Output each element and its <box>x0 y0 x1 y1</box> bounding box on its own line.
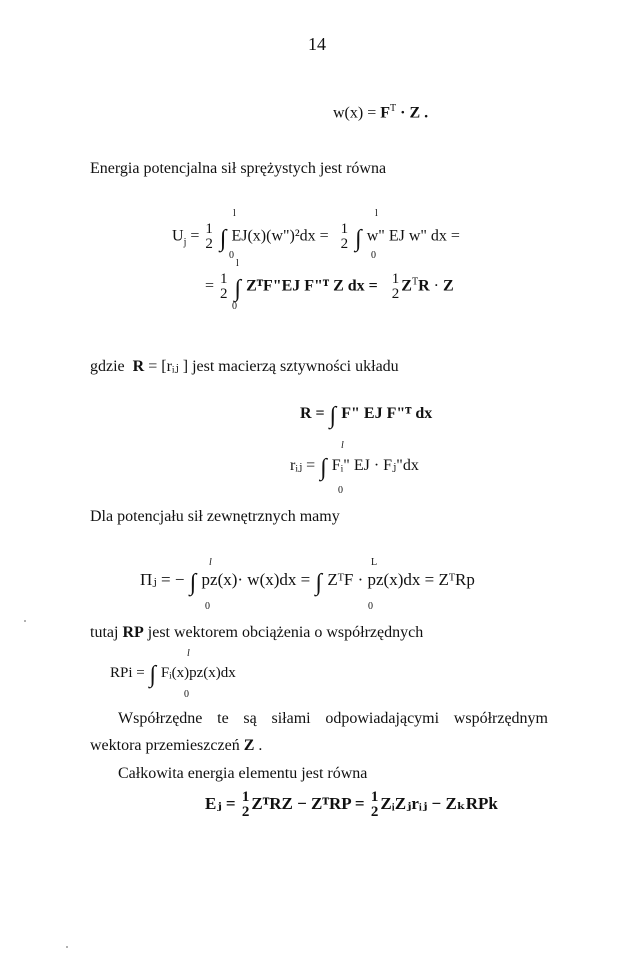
integral-upper-limit: l <box>233 208 236 219</box>
eq-w-F: F <box>380 104 391 122</box>
frac-den: 2 <box>370 804 379 820</box>
integral-sign: ∫ <box>320 455 327 481</box>
integral-sign: ∫ <box>355 225 362 252</box>
eq-uj-eq: = <box>190 227 200 245</box>
frac-num: 1 <box>391 271 400 287</box>
eq-pi-lhs: Πⱼ = − <box>140 570 185 589</box>
fraction-half-2 <box>341 222 349 252</box>
eq-rij-integrand: Fᵢ" EJ · Fⱼ"dx <box>331 457 419 474</box>
integral-lower-limit: 0 <box>371 250 376 261</box>
eq-uj-integrand3: ZᵀF"EJ F"ᵀ Z dx = <box>246 277 378 295</box>
frac-den: 2 <box>340 236 349 252</box>
eq-w-lhs: w(x) = <box>333 104 381 122</box>
p4-Rp: RP <box>122 624 144 641</box>
fraction-half-5 <box>242 790 250 820</box>
eq-uj-Z2: Z <box>442 277 454 295</box>
eq-e-part1: ZᵀRZ − ZᵀRP = <box>251 793 365 813</box>
p4-tutaj: tutaj <box>90 624 119 641</box>
frac-num: 1 <box>205 221 213 237</box>
eq-uj-eq2: = <box>205 277 215 295</box>
equation-R <box>300 403 432 430</box>
integral-sign: ∫ <box>219 225 227 252</box>
p6-end: . <box>254 737 263 754</box>
integral-sign: ∫ <box>329 403 337 429</box>
integral-upper-limit: l <box>375 208 378 219</box>
frac-num: 1 <box>370 789 379 805</box>
paragraph-load-vector <box>90 624 423 642</box>
eq-uj-j: j <box>183 236 187 248</box>
frac-num: 1 <box>241 789 250 805</box>
eq-e-lhs: Eⱼ = <box>205 793 236 813</box>
eq-uj-dot: · <box>433 277 439 295</box>
integral-sign: ∫ <box>189 570 197 596</box>
fraction-half-1 <box>205 222 213 252</box>
paragraph-stiffness-matrix <box>90 356 399 376</box>
eq-pi-part2: ZᵀF · pz(x)dx = ZᵀRp <box>327 570 475 589</box>
frac-den: 2 <box>205 236 213 252</box>
eq-uj-integrand1: EJ(x)(w")²dx = <box>231 227 329 245</box>
eq-e-part2: ZᵢZⱼrᵢⱼ − ZₖRPk <box>380 793 498 813</box>
paragraph-external-forces: Dla potencjału sił zewnętrznych mamy <box>90 508 340 525</box>
fraction-half-6 <box>371 790 379 820</box>
integral-upper-limit: L <box>371 557 378 568</box>
eq-R-lhs: R = <box>300 405 325 422</box>
eq-uj-U: U <box>172 227 184 245</box>
integral-upper-limit: l <box>187 648 190 659</box>
integral-lower-limit: 0 <box>368 601 373 612</box>
p6-Z: Z <box>243 737 255 754</box>
paragraph-total-energy: Całkowita energia elementu jest równa <box>118 765 368 782</box>
p6-text: wektora przemieszczeń <box>90 737 240 754</box>
eq-uj-T: T <box>411 276 419 288</box>
p4-rest: jest wektorem obciążenia o współrzędnych <box>143 624 424 641</box>
integral-limit: l <box>341 440 344 451</box>
integral-lower-limit: 0 <box>338 485 343 496</box>
eq-rpi-integrand: Fᵢ(x)pz(x)dx <box>160 665 236 681</box>
eq-rij-lhs: rᵢⱼ = <box>290 457 316 474</box>
eq-w-T: T <box>390 103 397 114</box>
frac-den: 2 <box>391 286 400 302</box>
scan-speck <box>66 946 68 948</box>
equation-Ej <box>205 790 498 820</box>
eq-pi-part1: pz(x)· w(x)dx = <box>201 570 311 589</box>
equation-uj-line2 <box>205 272 454 312</box>
frac-den: 2 <box>241 804 250 820</box>
p2-gdzie: gdzie <box>90 358 125 375</box>
integral-lower-limit: 0 <box>184 689 189 700</box>
paragraph-potential-energy: Energia potencjalna sił sprężystych jest równa <box>90 160 387 177</box>
fraction-half-3 <box>220 272 228 302</box>
integral-upper-limit: l <box>209 557 212 568</box>
integral-sign: ∫ <box>315 570 323 596</box>
integral-lower-limit: 0 <box>232 301 237 312</box>
equation-uj-line1 <box>172 222 460 262</box>
integral-sign: ∫ <box>234 275 242 302</box>
frac-num: 1 <box>340 221 349 237</box>
equation-rij <box>290 455 419 482</box>
integral-lower-limit: 0 <box>205 601 210 612</box>
eq-R-integrand: F" EJ F"ᵀ dx <box>341 405 433 422</box>
eq-uj-Z: Z <box>401 277 412 295</box>
paragraph-coordinates-line1: Współrzędne te są siłami odpowiadającymi współrzędnym <box>118 710 548 727</box>
frac-den: 2 <box>220 286 228 302</box>
p2-rest: = [rᵢⱼ ] jest macierzą sztywności układu <box>144 358 399 375</box>
integral-lower-limit: 0 <box>229 250 234 261</box>
equation-pi <box>140 570 475 597</box>
equation-w <box>333 103 428 122</box>
fraction-half-4 <box>392 272 400 302</box>
eq-uj-integrand2: w" EJ w" dx = <box>366 227 460 245</box>
scan-speck <box>24 620 26 622</box>
paragraph-coordinates-line2 <box>90 737 262 755</box>
p2-R: R <box>132 358 145 375</box>
page-number: 14 <box>308 34 326 54</box>
eq-w-rest: · Z . <box>396 104 429 122</box>
eq-uj-R: R <box>418 277 430 295</box>
equation-rpi <box>110 662 236 689</box>
eq-rpi-lhs: RPi = <box>110 665 145 681</box>
frac-num: 1 <box>220 271 228 287</box>
integral-upper-limit: l <box>236 258 239 269</box>
integral-sign: ∫ <box>149 662 157 688</box>
